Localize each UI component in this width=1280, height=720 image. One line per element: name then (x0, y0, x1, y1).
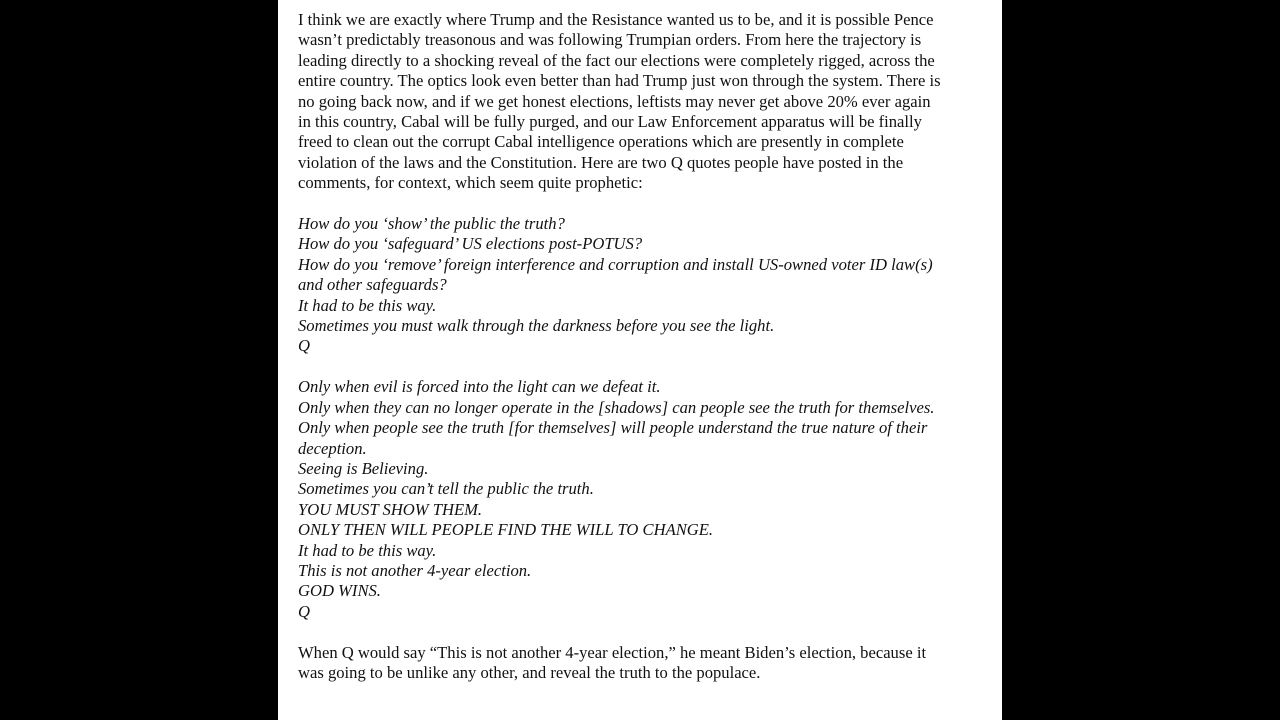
text-line: violation of the laws and the Constitution. Here are two Q quotes people have posted in the (298, 152, 904, 172)
quote-line: YOU MUST SHOW THEM. (298, 499, 483, 519)
quote-line: Only when people see the truth [for themselves] will people understand the true nature of their (298, 418, 928, 438)
text-line: comments, for context, which seem quite prophetic: (298, 173, 643, 193)
closing-paragraph (298, 643, 992, 684)
quote-line: How do you ‘safeguard’ US elections post-POTUS? (298, 234, 643, 254)
text-line: wasn’t predictably treasonous and was following Trumpian orders. From here the trajectory is (298, 30, 922, 50)
intro-paragraph (298, 10, 992, 194)
text-line: entire country. The optics look even better than had Trump just won through the system. There is (298, 71, 941, 91)
text-line: no going back now, and if we get honest elections, leftists may never get above 20% ever again (298, 91, 931, 111)
text-line: I think we are exactly where Trump and the Resistance wanted us to be, and it is possible Pence (298, 10, 934, 29)
quote-line: Sometimes you can’t tell the public the truth. (298, 479, 594, 499)
quote-line: deception. (298, 438, 367, 458)
quote-line: How do you ‘remove’ foreign interference and corruption and install US-owned voter ID law(s) (298, 254, 933, 274)
quote-line: ONLY THEN WILL PEOPLE FIND THE WILL TO CHANGE. (298, 520, 714, 540)
quote-line: Only when they can no longer operate in the [shadows] can people see the truth for themselves. (298, 397, 935, 417)
q-quote-2 (298, 377, 992, 622)
q-quote-1 (298, 214, 992, 357)
text-line: When Q would say “This is not another 4-year election,” he meant Biden’s election, because it (298, 642, 927, 662)
quote-line: How do you ‘show’ the public the truth? (298, 214, 565, 234)
quote-signature: Q (298, 336, 310, 356)
quote-line: Sometimes you must walk through the darkness before you see the light. (298, 316, 775, 336)
quote-line: GOD WINS. (298, 581, 381, 601)
quote-line: Only when evil is forced into the light can we defeat it. (298, 377, 661, 397)
text-line: was going to be unlike any other, and reveal the truth to the populace. (298, 662, 761, 682)
quote-line: It had to be this way. (298, 540, 437, 560)
quote-line: It had to be this way. (298, 295, 437, 315)
document-page (278, 0, 1002, 720)
document-body (298, 10, 992, 683)
quote-line: This is not another 4-year election. (298, 560, 532, 580)
text-line: leading directly to a shocking reveal of the fact our elections were completely rigged, across the (298, 50, 935, 70)
quote-line: and other safeguards? (298, 275, 447, 295)
quote-signature: Q (298, 601, 310, 621)
quote-line: Seeing is Believing. (298, 458, 429, 478)
text-line: in this country, Cabal will be fully purged, and our Law Enforcement apparatus will be finally (298, 112, 922, 132)
text-line: freed to clean out the corrupt Cabal intelligence operations which are presently in complete (298, 132, 904, 152)
